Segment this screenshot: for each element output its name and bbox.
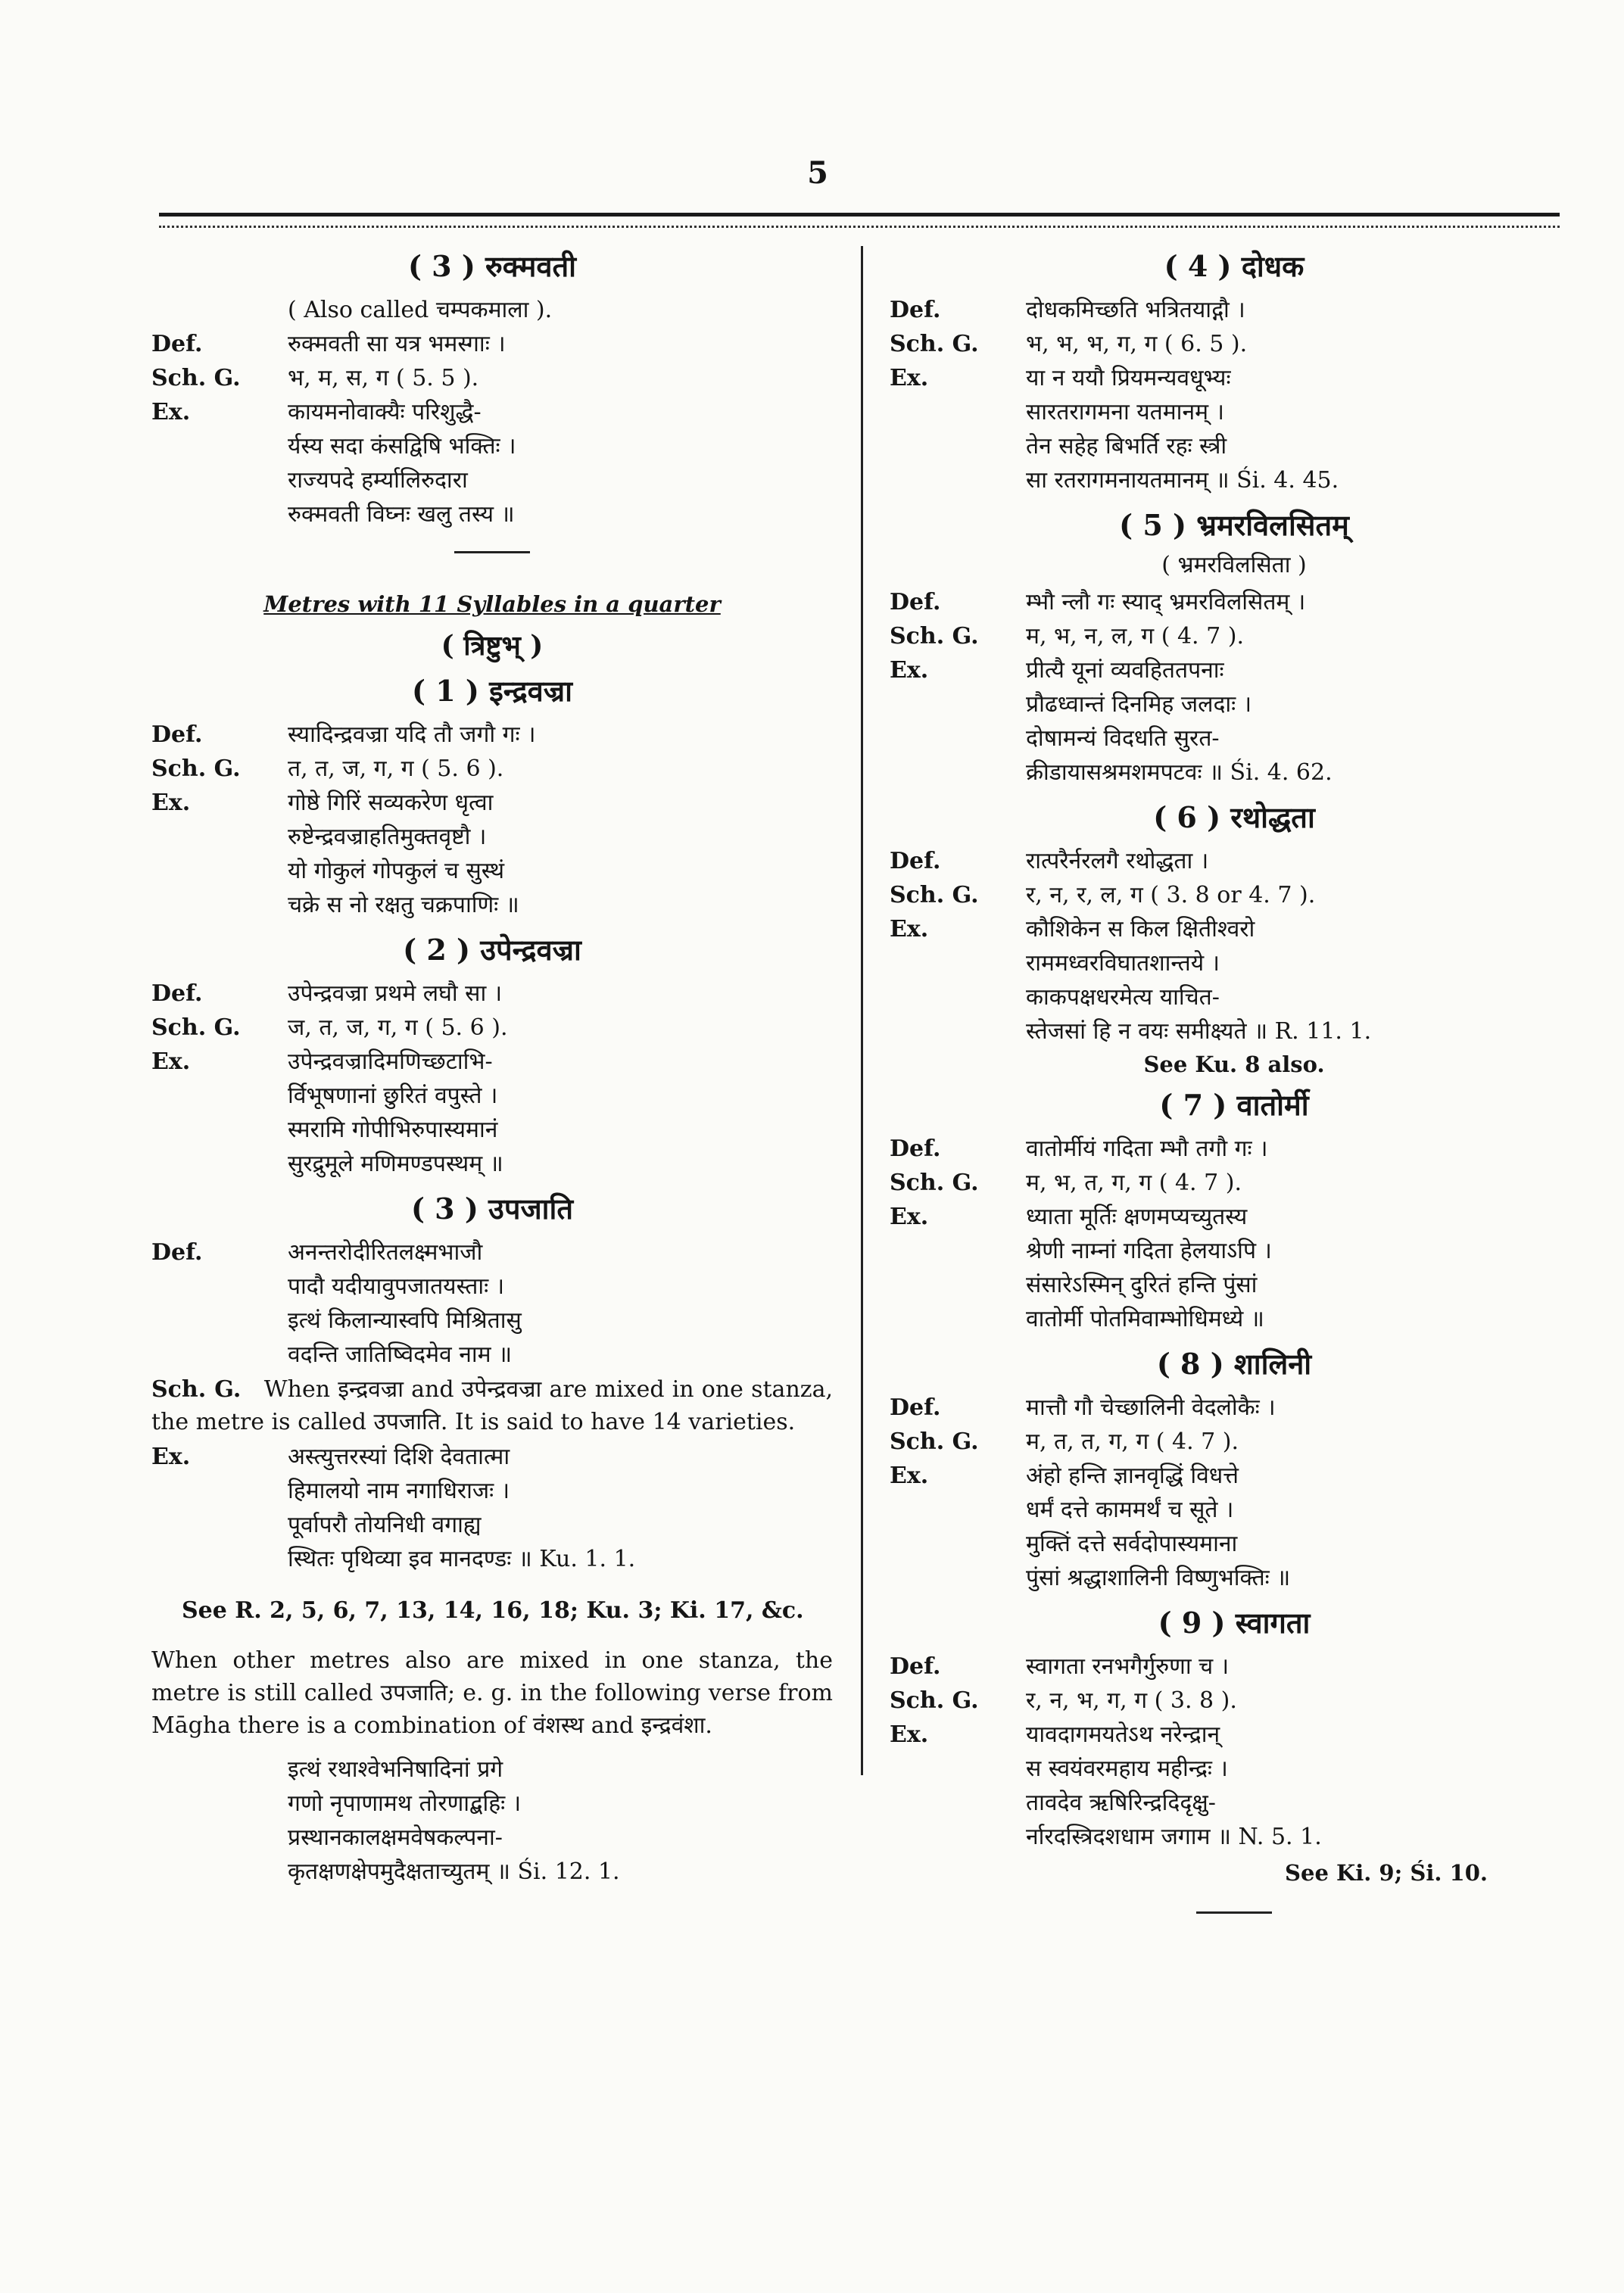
ex-line: स्तेजसां हि न वयः समीक्ष्यते ॥ R. 11. 1. bbox=[1026, 1018, 1372, 1045]
sch-rukmavati: भ, म, स, ग ( 5. 5 ). bbox=[288, 365, 479, 391]
def-label: Def. bbox=[890, 848, 941, 874]
ex-line: मुक्तिं दत्ते सर्वदोपास्यमाना bbox=[1026, 1531, 1238, 1557]
ex-line: काकपक्षधरमेत्य याचित- bbox=[1026, 984, 1220, 1011]
ex-line: उपेन्द्रवज्रादिमणिच्छटाभि- bbox=[288, 1048, 493, 1075]
def-indravajra: स्यादिन्द्रवज्रा यदि तौ जगौ गः । bbox=[288, 721, 536, 748]
def-bhramaravilasita: म्भौ न्लौ गः स्याद् भ्रमरविलसितम् । bbox=[1026, 589, 1306, 615]
heading-svagata: ( 9 ) स्वागता bbox=[1158, 1606, 1311, 1640]
ex-line: यावदागमयतेऽथ नरेन्द्रान् bbox=[1026, 1721, 1220, 1748]
left-column bbox=[151, 238, 833, 1889]
ex-line: श्रेणी नाम्नां गदिता हेलयाऽपि । bbox=[1026, 1238, 1272, 1264]
separator-rule bbox=[454, 551, 530, 553]
ex-label: Ex. bbox=[890, 1463, 929, 1489]
ex-line: कौशिकेन स किल क्षितीश्वरो bbox=[1026, 916, 1255, 942]
ex-line: र्विभूषणानां छुरितं वपुस्ते । bbox=[288, 1083, 498, 1109]
def-dodhaka: दोधकमिच्छति भत्रितयाद्गौ । bbox=[1026, 297, 1245, 323]
heading-shalini: ( 8 ) शालिनी bbox=[1156, 1347, 1312, 1381]
ex-label: Ex. bbox=[890, 365, 929, 391]
sch-label: Sch. G. bbox=[890, 1428, 979, 1455]
ex-line: सारतरागमना यतमानम् । bbox=[1026, 399, 1224, 425]
sch-upendravajra: ज, त, ज, ग, ग ( 5. 6 ). bbox=[288, 1014, 508, 1041]
ex-label: Ex. bbox=[151, 1444, 191, 1470]
ex-line: कायमनोवाक्यैः परिशुद्धै- bbox=[288, 399, 482, 425]
sch-bhramaravilasita: म, भ, न, ल, ग ( 4. 7 ). bbox=[1026, 623, 1244, 650]
verse-line: प्रस्थानकालक्षमवेषकल्पना- bbox=[288, 1824, 503, 1851]
sub-bhramaravilasita: ( भ्रमरविलसिता ) bbox=[1161, 552, 1307, 578]
sch-indravajra: त, त, ज, ग, ग ( 5. 6 ). bbox=[288, 756, 504, 782]
ex-line: हिमालयो नाम नगाधिराजः । bbox=[288, 1478, 510, 1504]
note-rukmavati: ( Also called चम्पकमाला ). bbox=[288, 297, 553, 323]
sch-svagata: र, न, भ, ग, ग ( 3. 8 ). bbox=[1026, 1687, 1237, 1714]
ex-label: Ex. bbox=[151, 1048, 191, 1075]
sch-rathoddhata: र, न, र, ल, ग ( 3. 8 or 4. 7 ). bbox=[1026, 882, 1316, 908]
sch-label: Sch. G. bbox=[890, 1687, 979, 1714]
def-shalini: मात्तौ गौ चेच्छालिनी वेदलोकैः । bbox=[1026, 1394, 1276, 1421]
group-title: ( त्रिष्टुभ् ) bbox=[441, 630, 544, 662]
ex-line: या न ययौ प्रियमन्यवधूभ्यः bbox=[1026, 365, 1231, 391]
ex-line: तावदेव ऋषिरिन्द्रदिदृक्षु- bbox=[1026, 1790, 1216, 1816]
section-title: Metres with 11 Syllables in a quarter bbox=[263, 591, 721, 617]
ex-line: अंहो हन्ति ज्ञानवृद्धिं विधत्ते bbox=[1026, 1463, 1239, 1489]
upajati-mixed-note: When other metres also are mixed in one stanza, the metre is still called उपजाति; e. g. in the following verse from Māgha there is a combination of वंशस्थ and इन्द्रवंशा. bbox=[151, 1647, 833, 1739]
heading-bhramaravilasita: ( 5 ) भ्रमरविलसितम् bbox=[1119, 508, 1349, 542]
sch-label: Sch. G. bbox=[890, 1170, 979, 1196]
def-line: अनन्तरोदीरितलक्ष्मभाजौ bbox=[288, 1239, 483, 1266]
def-vatormi: वातोर्मीयं गदिता म्भौ तगौ गः । bbox=[1026, 1136, 1268, 1162]
header-rule bbox=[159, 213, 1560, 217]
column-divider bbox=[861, 246, 863, 1775]
heading-upajati: ( 3 ) उपजाति bbox=[410, 1192, 574, 1226]
def-label: Def. bbox=[890, 589, 941, 615]
see-reference-rathoddhata: See Ku. 8 also. bbox=[1143, 1051, 1325, 1077]
def-label: Def. bbox=[151, 331, 203, 357]
sch-dodhaka: भ, भ, भ, ग, ग ( 6. 5 ). bbox=[1026, 331, 1248, 357]
sch-label: Sch. G. bbox=[151, 756, 241, 782]
ex-label: Ex. bbox=[890, 657, 929, 684]
def-line: पादौ यदीयावुपजातयस्ताः । bbox=[288, 1273, 505, 1300]
right-column bbox=[890, 238, 1579, 1914]
ex-line: स्थितः पृथिव्या इव मानदण्डः ॥ Ku. 1. 1. bbox=[288, 1546, 636, 1572]
ex-line: संसारेऽस्मिन् दुरितं हन्ति पुंसां bbox=[1026, 1272, 1258, 1298]
see-reference-svagata: See Ki. 9; Śi. 10. bbox=[1285, 1860, 1488, 1886]
ex-line: राज्यपदे हर्म्यालिरुदारा bbox=[288, 467, 468, 494]
ex-line: रुक्मवती विघ्नः खलु तस्य ॥ bbox=[288, 501, 515, 528]
sch-label: Sch. G. bbox=[151, 1014, 241, 1041]
ex-line: अस्त्युत्तरस्यां दिशि देवतात्मा bbox=[288, 1444, 510, 1470]
ex-line: तेन सहेह बिभर्ति रहः स्त्री bbox=[1026, 433, 1227, 460]
def-label: Def. bbox=[151, 1239, 203, 1266]
def-upendravajra: उपेन्द्रवज्रा प्रथमे लघौ सा । bbox=[288, 980, 503, 1007]
sch-label: Sch. G. bbox=[890, 623, 979, 650]
ex-line: यो गोकुलं गोपकुलं च सुस्थं bbox=[288, 858, 505, 884]
ex-line: र्यस्य सदा कंसद्विषि भक्तिः । bbox=[288, 433, 516, 460]
sch-label: Sch. G. bbox=[890, 882, 979, 908]
ex-line: धर्मं दत्ते काममर्थं च सूते । bbox=[1026, 1497, 1234, 1523]
heading-dodhaka: ( 4 ) दोधक bbox=[1164, 249, 1304, 283]
def-label: Def. bbox=[890, 1136, 941, 1162]
sch-label: Sch. G. bbox=[151, 365, 241, 391]
heading-upendravajra: ( 2 ) उपेन्द्रवज्रा bbox=[403, 933, 581, 967]
ex-label: Ex. bbox=[890, 1721, 929, 1748]
header-dotted-rule bbox=[159, 226, 1560, 228]
page-number: 5 bbox=[807, 155, 828, 191]
heading-rukmavati: ( 3 ) रुक्मवती bbox=[407, 249, 577, 283]
def-line: वदन्ति जातिष्विदमेव नाम ॥ bbox=[288, 1341, 513, 1368]
heading-rathoddhata: ( 6 ) रथोद्धता bbox=[1153, 800, 1315, 834]
ex-line: सुरद्रुमूले मणिमण्डपस्थम् ॥ bbox=[288, 1151, 503, 1177]
ex-line: क्रीडायासश्रमशमपटवः ॥ Śi. 4. 62. bbox=[1026, 759, 1333, 786]
magha-verse bbox=[151, 1752, 833, 1889]
ex-line: ध्याता मूर्तिः क्षणमप्यच्युतस्य bbox=[1026, 1204, 1248, 1230]
upajati-explanation: When इन्द्रवज्रा and उपेन्द्रवज्रा are mixed in one stanza, the metre is called उपजाति. It is said to have 14 varieties. bbox=[151, 1376, 833, 1435]
ex-line: रुष्टेन्द्रवज्राहतिमुक्तवृष्टौ । bbox=[288, 824, 487, 850]
def-label: Def. bbox=[890, 1653, 941, 1680]
ex-line: स स्वयंवरमहाय महीन्द्रः । bbox=[1026, 1756, 1228, 1782]
ex-line: दोषामन्यं विदधति सुरत- bbox=[1026, 725, 1220, 752]
ex-line: र्नारदस्त्रिदशधाम जगाम ॥ N. 5. 1. bbox=[1026, 1824, 1322, 1850]
def-rathoddhata: रात्परैर्नरलगै रथोद्धता । bbox=[1026, 848, 1209, 874]
ex-label: Ex. bbox=[890, 916, 929, 942]
ex-label: Ex. bbox=[151, 790, 191, 816]
def-label: Def. bbox=[890, 1394, 941, 1421]
end-rule bbox=[1196, 1911, 1272, 1914]
def-label: Def. bbox=[151, 980, 203, 1007]
ex-label: Ex. bbox=[151, 399, 191, 425]
ex-line: पूर्वापरौ तोयनिधी वगाह्य bbox=[288, 1512, 482, 1538]
ex-label: Ex. bbox=[890, 1204, 929, 1230]
def-label: Def. bbox=[890, 297, 941, 323]
def-line: इत्थं किलान्यास्वपि मिश्रितासु bbox=[288, 1307, 522, 1334]
heading-indravajra: ( 1 ) इन्द्रवज्रा bbox=[411, 674, 573, 708]
ex-line: पुंसां श्रद्धाशालिनी विष्णुभक्तिः ॥ bbox=[1026, 1565, 1291, 1591]
sch-label: Sch. G. bbox=[890, 331, 979, 357]
ex-line: प्रीत्यै यूनां व्यवहिततपनाः bbox=[1026, 657, 1224, 684]
verse-line: कृतक्षणक्षेपमुदैक्षताच्युतम् ॥ Śi. 12. 1. bbox=[288, 1858, 620, 1885]
verse-line: गणो नृपाणामथ तोरणाद्बहिः । bbox=[288, 1790, 522, 1817]
see-references: See R. 2, 5, 6, 7, 13, 14, 16, 18; Ku. 3; Ki. 17, &c. bbox=[182, 1597, 804, 1624]
sch-shalini: म, त, त, ग, ग ( 4. 7 ). bbox=[1026, 1428, 1239, 1455]
ex-line: प्रौढध्वान्तं दिनमिह जलदाः । bbox=[1026, 691, 1252, 718]
verse-line: इत्थं रथाश्वेभनिषादिनां प्रगे bbox=[288, 1756, 503, 1783]
sch-vatormi: म, भ, त, ग, ग ( 4. 7 ). bbox=[1026, 1170, 1242, 1196]
def-rukmavati: रुक्मवती सा यत्र भमस्गाः । bbox=[288, 331, 506, 357]
def-label: Def. bbox=[151, 721, 203, 748]
ex-line: सा रतरागमनायतमानम् ॥ Śi. 4. 45. bbox=[1026, 467, 1339, 494]
ex-line: चक्रे स नो रक्षतु चक्रपाणिः ॥ bbox=[288, 892, 519, 918]
sch-label: Sch. G. bbox=[151, 1376, 242, 1403]
def-svagata: स्वागता रनभगैर्गुरुणा च । bbox=[1026, 1653, 1230, 1680]
heading-vatormi: ( 7 ) वातोर्मी bbox=[1159, 1088, 1309, 1122]
ex-line: स्मरामि गोपीभिरुपास्यमानं bbox=[288, 1117, 498, 1143]
ex-line: गोष्ठे गिरिं सव्यकरेण धृत्वा bbox=[288, 790, 494, 816]
ex-line: वातोर्मी पोतमिवाम्भोधिमध्ये ॥ bbox=[1026, 1306, 1264, 1332]
ex-line: राममध्वरविघातशान्तये । bbox=[1026, 950, 1220, 977]
